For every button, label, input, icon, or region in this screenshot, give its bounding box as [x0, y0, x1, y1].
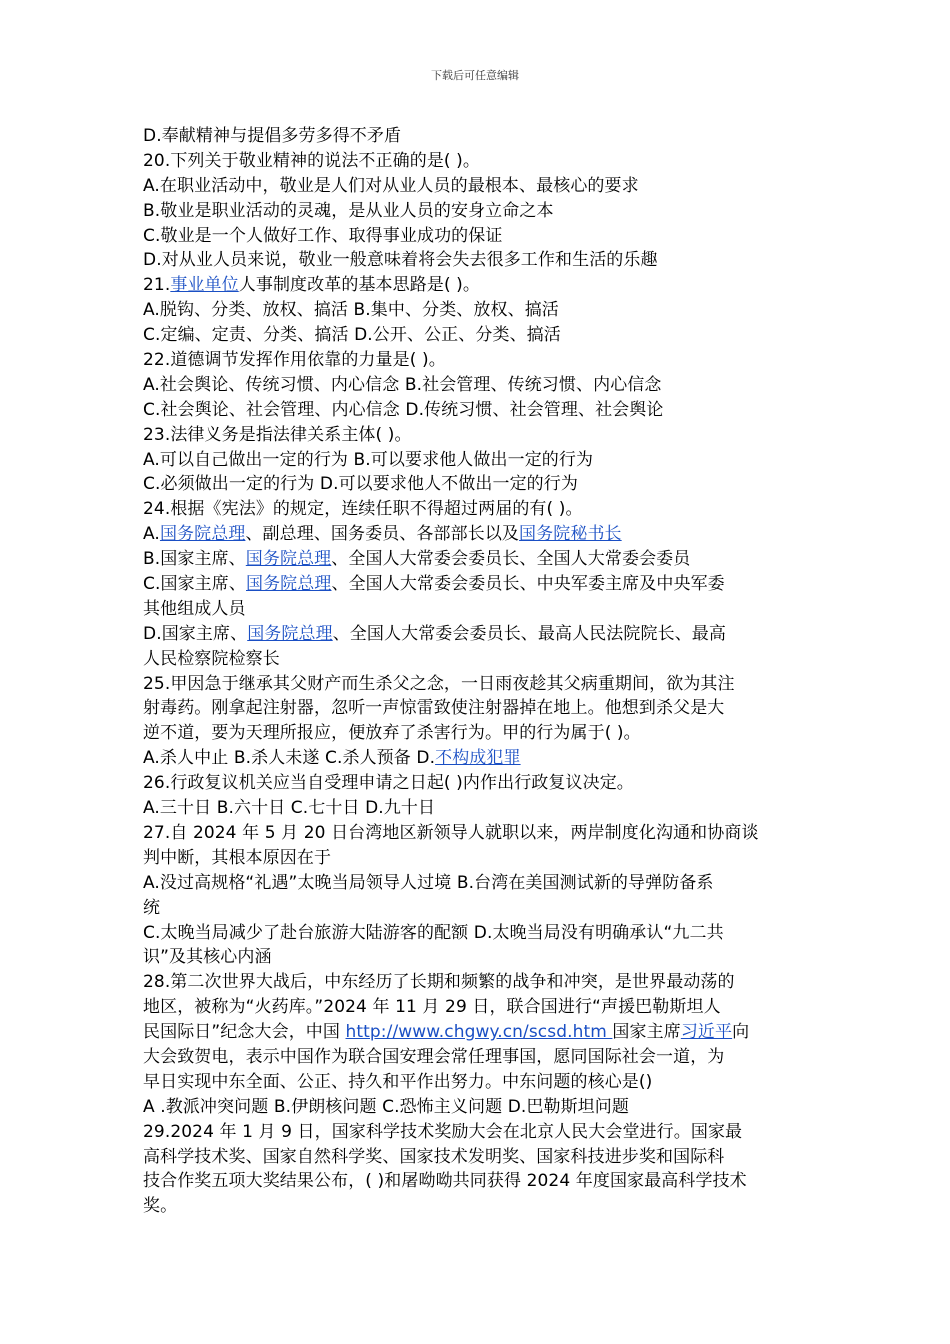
text-run: B.敬业是职业活动的灵魂，是从业人员的安身立命之本: [143, 200, 554, 221]
text-line: [143, 497, 815, 522]
hyperlink[interactable]: 习近平: [680, 1022, 733, 1043]
text-line: [143, 323, 815, 348]
text-run: 地区，被称为“火药库。”2024 年 11 月 29 日，联合国进行“声援巴勒斯坦人: [143, 997, 721, 1018]
text-run: D.国家主席、: [143, 623, 248, 644]
text-line: [143, 1095, 815, 1120]
text-run: A.在职业活动中，敬业是人们对从业人员的最根本、最核心的要求: [143, 175, 639, 196]
text-line: [143, 398, 815, 423]
hyperlink[interactable]: 事业单位: [170, 275, 239, 296]
text-line: [143, 821, 815, 846]
text-run: 国家主席: [612, 1022, 681, 1043]
text-run: 识”及其核心内涵: [143, 947, 272, 968]
text-run: 20.下列关于敬业精神的说法不正确的是( )。: [143, 150, 481, 171]
text-line: [143, 672, 815, 697]
text-line: [143, 273, 815, 298]
text-line: [143, 871, 815, 896]
page-header: 下载后可任意编辑: [431, 69, 519, 82]
text-run: A.可以自己做出一定的行为 B.可以要求他人做出一定的行为: [143, 449, 594, 470]
text-line: [143, 124, 815, 149]
hyperlink[interactable]: 国务院秘书长: [519, 524, 622, 545]
text-run: 民国际日”纪念大会，中国: [143, 1022, 346, 1043]
text-run: 29.2024 年 1 月 9 日，国家科学技术奖励大会在北京人民大会堂进行。国家最: [143, 1121, 743, 1142]
text-run: 大会致贺电，表示中国作为联合国安理会常任理事国，愿同国际社会一道，为: [143, 1046, 725, 1067]
text-line: [143, 746, 815, 771]
text-run: 奖。: [143, 1196, 178, 1217]
text-line: [143, 597, 815, 622]
text-line: [143, 572, 815, 597]
hyperlink[interactable]: 国务院总理: [245, 549, 332, 570]
text-run: 其他组成人员: [143, 598, 246, 619]
text-run: A.脱钩、分类、放权、搞活 B.集中、分类、放权、搞活: [143, 300, 559, 321]
hyperlink[interactable]: 国务院总理: [247, 623, 333, 644]
text-run: C.必须做出一定的行为 D.可以要求他人不做出一定的行为: [143, 474, 578, 495]
text-run: B.国家主席、: [143, 549, 246, 570]
text-run: 23.法律义务是指法律关系主体( )。: [143, 424, 412, 445]
hyperlink[interactable]: 国务院总理: [245, 574, 332, 595]
text-line: [143, 846, 815, 871]
text-run: A.没过高规格“礼遇”太晚当局领导人过境 B.台湾在美国测试新的导弹防备系: [143, 872, 714, 893]
text-run: C.国家主席、: [143, 574, 246, 595]
text-line: [143, 174, 815, 199]
text-run: A.社会舆论、传统习惯、内心信念 B.社会管理、传统习惯、内心信念: [143, 374, 662, 395]
text-line: [143, 348, 815, 373]
text-line: [143, 373, 815, 398]
text-run: 射毒药。刚拿起注射器，忽听一声惊雷致使注射器掉在地上。他想到杀父是大: [143, 698, 725, 719]
text-line: [143, 696, 815, 721]
text-run: D.奉献精神与提倡多劳多得不矛盾: [143, 126, 402, 146]
text-run: 、副总理、国务委员、各部部长以及: [245, 524, 520, 545]
text-line: [143, 472, 815, 497]
text-line: [143, 298, 815, 323]
text-line: [143, 796, 815, 821]
text-run: 技合作奖五项大奖结果公布，( )和屠呦呦共同获得 2024 年度国家最高科学技术: [143, 1171, 747, 1192]
text-run: 高科学技术奖、国家自然科学奖、国家技术发明奖、国家科技进步奖和国际科: [143, 1146, 725, 1167]
text-run: 人事制度改革的基本思路是( )。: [238, 275, 481, 296]
text-run: 、全国人大常委会委员长、最高人民法院院长、最高: [332, 623, 727, 644]
text-line: [143, 921, 815, 946]
text-line: [143, 149, 815, 174]
text-run: D.对从业人员来说，敬业一般意味着将会失去很多工作和生活的乐趣: [143, 250, 658, 271]
text-run: 22.道德调节发挥作用依靠的力量是( )。: [143, 350, 446, 371]
text-line: [143, 1045, 815, 1070]
text-run: 判中断，其根本原因在于: [143, 847, 332, 868]
text-run: C.太晚当局减少了赴台旅游大陆游客的配额 D.太晚当局没有明确承认“九二共: [143, 922, 724, 943]
text-run: A.杀人中止 B.杀人未遂 C.杀人预备 D.: [143, 748, 436, 769]
text-run: A.: [143, 524, 160, 545]
text-line: [143, 1120, 815, 1145]
text-line: [143, 771, 815, 796]
text-run: 21.: [143, 275, 171, 296]
text-run: 28.第二次世界大战后，中东经历了长期和频繁的战争和冲突，是世界最动荡的: [143, 972, 735, 993]
text-line: [143, 224, 815, 249]
text-run: C.敬业是一个人做好工作、取得事业成功的保证: [143, 225, 503, 246]
hyperlink[interactable]: 不构成犯罪: [435, 748, 521, 769]
text-line: [143, 622, 815, 647]
text-run: 统: [143, 897, 161, 918]
text-run: 、全国人大常委会委员长、全国人大常委会委员: [331, 549, 691, 570]
text-run: 26.行政复议机关应当自受理申请之日起( )内作出行政复议决定。: [143, 773, 634, 794]
text-line: [143, 522, 815, 547]
text-run: C.社会舆论、社会管理、内心信念 D.传统习惯、社会管理、社会舆论: [143, 399, 664, 420]
text-line: [143, 970, 815, 995]
text-line: [143, 945, 815, 970]
text-line: [143, 896, 815, 921]
text-run: C.定编、定责、分类、搞活 D.公开、公正、分类、搞活: [143, 325, 561, 346]
hyperlink[interactable]: http://www.chgwy.cn/scsd.htm: [345, 1022, 613, 1043]
document-body: [143, 124, 815, 1219]
text-run: 、全国人大常委会委员长、中央军委主席及中央军委: [331, 574, 725, 595]
text-run: 向: [732, 1022, 750, 1043]
text-line: [143, 199, 815, 224]
text-line: [143, 1020, 815, 1045]
text-line: [143, 1070, 815, 1095]
text-line: [143, 423, 815, 448]
text-line: [143, 1194, 815, 1219]
text-run: 27.自 2024 年 5 月 20 日台湾地区新领导人就职以来，两岸制度化沟通和协商谈: [143, 822, 759, 843]
text-run: A .教派冲突问题 B.伊朗核问题 C.恐怖主义问题 D.巴勒斯坦问题: [143, 1096, 629, 1117]
text-line: [143, 448, 815, 473]
text-line: [143, 1145, 815, 1170]
text-run: 人民检察院检察长: [143, 648, 280, 669]
text-run: 逆不道，要为天理所报应，便放弃了杀害行为。甲的行为属于( )。: [143, 723, 641, 744]
text-run: 24.根据《宪法》的规定，连续任职不得超过两届的有( )。: [143, 499, 583, 520]
text-line: [143, 721, 815, 746]
text-run: 早日实现中东全面、公正、持久和平作出努力。中东问题的核心是(): [143, 1071, 653, 1092]
text-line: [143, 248, 815, 273]
text-line: [143, 547, 815, 572]
text-line: [143, 647, 815, 672]
text-line: [143, 995, 815, 1020]
text-run: 25.甲因急于继承其父财产而生杀父之念，一日雨夜趁其父病重期间，欲为其注: [143, 673, 735, 694]
text-line: [143, 1169, 815, 1194]
hyperlink[interactable]: 国务院总理: [159, 524, 246, 545]
text-run: A.三十日 B.六十日 C.七十日 D.九十日: [143, 798, 436, 819]
